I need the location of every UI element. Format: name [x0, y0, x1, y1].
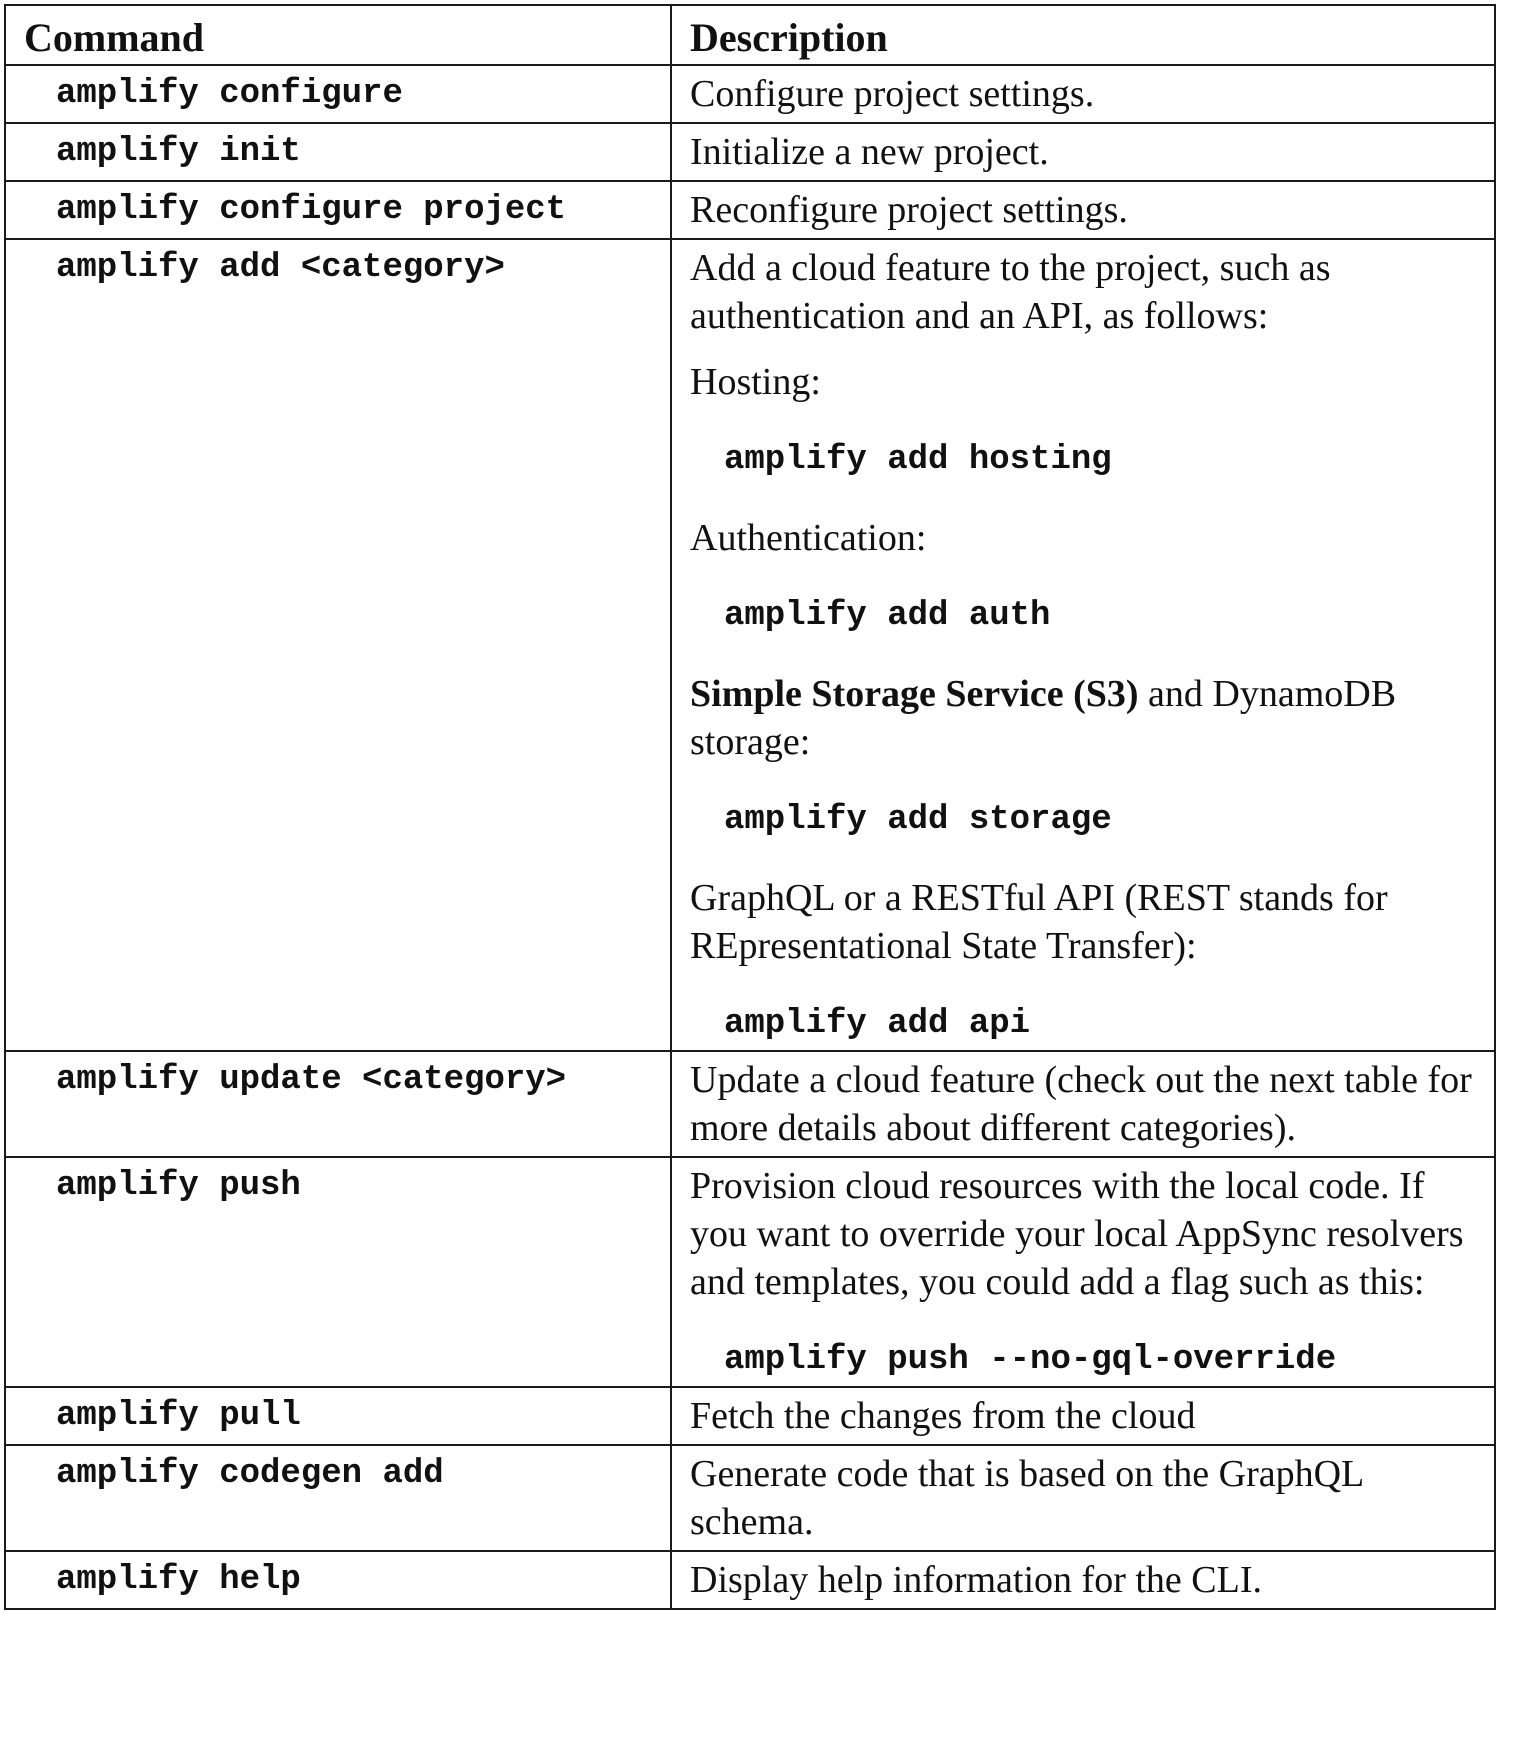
- storage-label: [690, 670, 1476, 766]
- description-cell: Fetch the changes from the cloud: [671, 1387, 1495, 1445]
- table-row: [5, 1387, 1495, 1445]
- description-cell: Configure project settings.: [671, 65, 1495, 123]
- table-row: [5, 181, 1495, 239]
- hosting-code: amplify add hosting: [724, 441, 1112, 479]
- description-cell: Display help information for the CLI.: [671, 1551, 1495, 1609]
- description-cell: Generate code that is based on the GraphQL schema.: [671, 1445, 1495, 1551]
- amplify-commands-table: [4, 4, 1496, 1610]
- push-code: amplify push --no-gql-override: [724, 1341, 1337, 1379]
- description-cell: [671, 239, 1495, 1051]
- command-cell: amplify add <category>: [5, 239, 671, 1051]
- table-row: [5, 1051, 1495, 1157]
- table-row: [5, 123, 1495, 181]
- command-cell: amplify configure: [5, 65, 671, 123]
- api-code: amplify add api: [724, 1005, 1031, 1043]
- command-cell: amplify help: [5, 1551, 671, 1609]
- command-cell: amplify init: [5, 123, 671, 181]
- storage-label-bold: Simple Storage Service (S3): [690, 673, 1139, 715]
- table-row: [5, 1445, 1495, 1551]
- storage-code: amplify add storage: [724, 801, 1112, 839]
- command-cell: amplify update <category>: [5, 1051, 671, 1157]
- command-table-container: [4, 4, 1494, 1610]
- header-row: [5, 5, 1495, 65]
- command-cell: amplify push: [5, 1157, 671, 1387]
- table-row: [5, 65, 1495, 123]
- table-row: [5, 1157, 1495, 1387]
- table-row: [5, 1551, 1495, 1609]
- command-cell: amplify configure project: [5, 181, 671, 239]
- storage-label-rest: and DynamoDB storage:: [690, 673, 1397, 763]
- hosting-label: Hosting:: [690, 361, 821, 403]
- header-description: Description: [671, 5, 1495, 65]
- push-description: Provision cloud resources with the local code. If you want to override your local AppSync resolvers and templates, you could add a flag such as this:: [690, 1165, 1464, 1303]
- auth-label: Authentication:: [690, 517, 927, 559]
- command-cell: amplify pull: [5, 1387, 671, 1445]
- api-label: GraphQL or a RESTful API (REST stands for REpresentational State Transfer):: [690, 877, 1388, 967]
- description-cell: Reconfigure project settings.: [671, 181, 1495, 239]
- header-command: Command: [5, 5, 671, 65]
- command-cell: amplify codegen add: [5, 1445, 671, 1551]
- description-cell: Initialize a new project.: [671, 123, 1495, 181]
- description-cell: Update a cloud feature (check out the next table for more details about different categories).: [671, 1051, 1495, 1157]
- add-intro-text: Add a cloud feature to the project, such as authentication and an API, as follows:: [690, 247, 1331, 337]
- auth-code: amplify add auth: [724, 597, 1051, 635]
- description-cell: [671, 1157, 1495, 1387]
- table-row: [5, 239, 1495, 1051]
